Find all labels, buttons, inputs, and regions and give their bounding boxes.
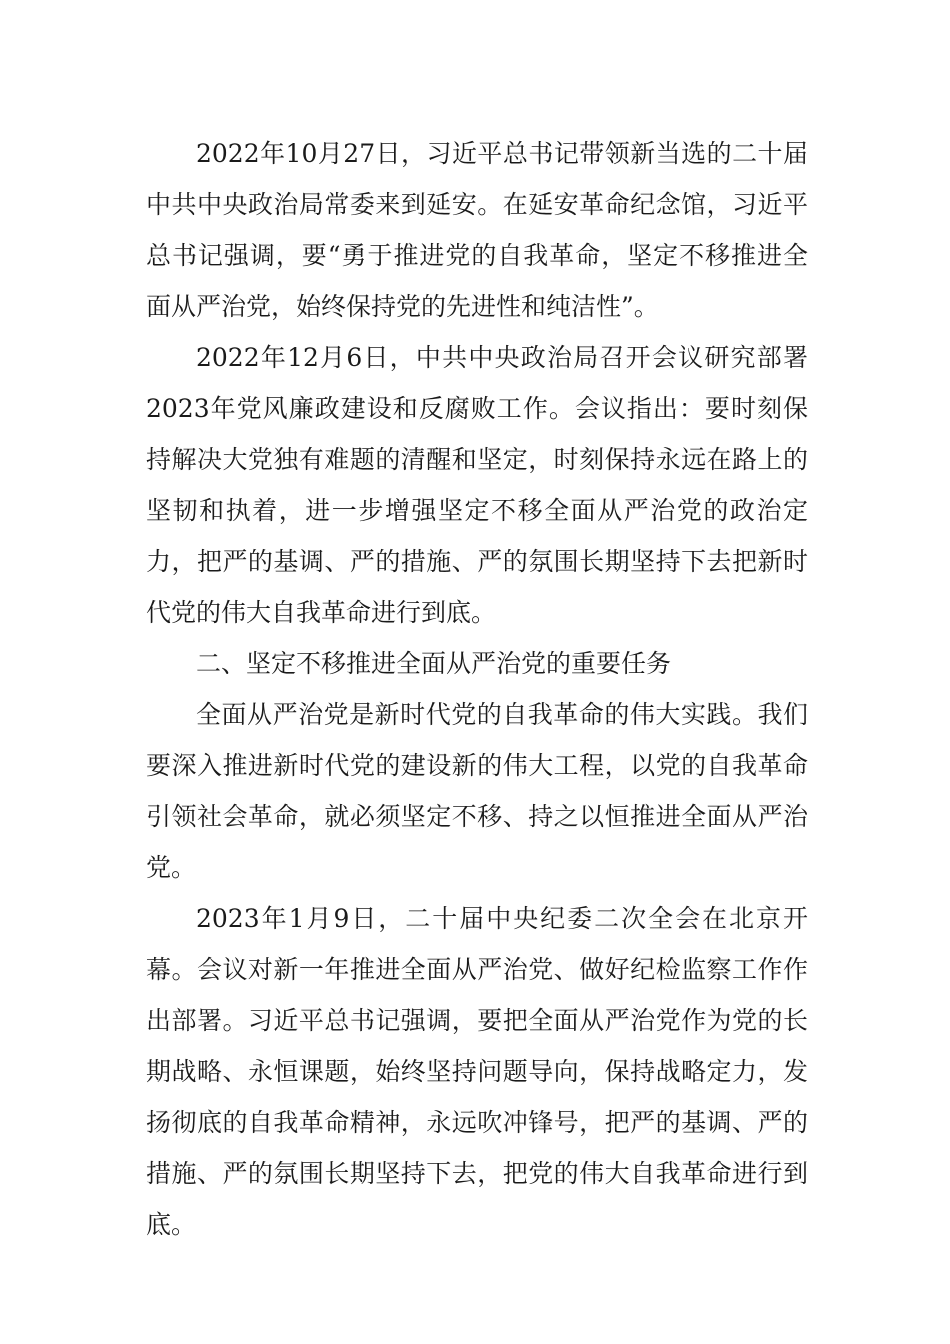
paragraph-xi-yanan-visit: 2022年10月27日，习近平总书记带领新当选的二十届中共中央政治局常委来到延安。在延安革命纪念馆，习近平总书记强调，要“勇于推进党的自我革命，坚定不移推进全面从严治党，始终保持党的先进性和纯洁性”。 xyxy=(146,139,808,321)
document-body xyxy=(146,128,808,1250)
paragraph-politburo-meeting: 2022年12月6日，中共中央政治局召开会议研究部署2023年党风廉政建设和反腐败工作。会议指出：要时刻保持解决大党独有难题的清醒和坚定，时刻保持永远在路上的坚韧和执着，进一步增强坚定不移全面从严治党的政治定力，把严的基调、严的措施、严的氛围长期坚持下去把新时代党的伟大自我革命进行到底。 xyxy=(146,343,808,627)
paragraph-discipline-plenary: 2023年1月9日，二十届中央纪委二次全会在北京开幕。会议对新一年推进全面从严治党、做好纪检监察工作作出部署。习近平总书记强调，要把全面从严治党作为党的长期战略、永恒课题，始终坚持问题导向，保持战略定力，发扬彻底的自我革命精神，永远吹冲锋号，把严的基调、严的措施、严的氛围长期坚持下去，把党的伟大自我革命进行到底。 xyxy=(146,904,808,1239)
paragraph-self-revolution: 全面从严治党是新时代党的自我革命的伟大实践。我们要深入推进新时代党的建设新的伟大工程，以党的自我革命引领社会革命，就必须坚定不移、持之以恒推进全面从严治党。 xyxy=(146,700,808,882)
section-heading: 二、坚定不移推进全面从严治党的重要任务 xyxy=(196,649,672,678)
